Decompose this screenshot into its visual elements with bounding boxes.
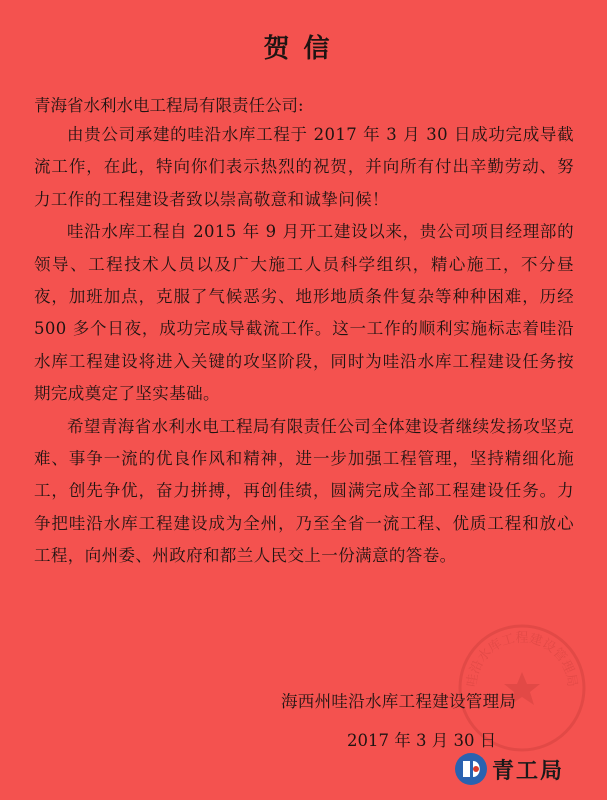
signature-date: 2017 年 3 月 30 日 bbox=[347, 731, 497, 750]
company-logo-icon bbox=[454, 752, 488, 786]
paragraph-2: 哇沿水库工程自 2015 年 9 月开工建设以来，贵公司项目经理部的领导、工程技术人员以及广大施工人员科学组织，精心施工，不分昼夜，加班加点，克服了气候恶劣、地形地质条件复杂等种种困难，历经 500 多个日夜，成功完成导截流工作。这一工作的顺利实施标志着哇沿水库工程建设将进入关键的攻坚阶段，同时为哇沿水库工程建设任务按期完成奠定了坚实基础。 bbox=[34, 222, 574, 404]
seal-text: 哇沿水库工程建设管理局 bbox=[464, 631, 580, 689]
letter-body bbox=[34, 119, 574, 573]
letter-salutation: 青海省水利水电工程局有限责任公司: bbox=[34, 96, 304, 115]
paragraph-3: 希望青海省水利水电工程局有限责任公司全体建设者继续发扬攻坚克难、事争一流的优良作风和精神，进一步加强工程管理，坚持精细化施工，创先争优，奋力拼搏，再创佳绩，圆满完成全部工程建设任务。力争把哇沿水库工程建设成为全州，乃至全省一流工程、优质工程和放心工程，向州委、州政府和都兰人民交上一份满意的答卷。 bbox=[34, 416, 574, 566]
signature-organization: 海西州哇沿水库工程建设管理局 bbox=[281, 692, 517, 711]
logo-text: 青工局 bbox=[492, 758, 565, 784]
qinggongju-logo bbox=[454, 752, 564, 786]
letter-title: 贺信 bbox=[263, 34, 344, 64]
paragraph-1: 由贵公司承建的哇沿水库工程于 2017 年 3 月 30 日成功完成导截流工作，在此，特向你们表示热烈的祝贺，并向所有付出辛勤劳动、努力工作的工程建设者致以崇高敬意和诚挚问候！ bbox=[34, 125, 574, 209]
